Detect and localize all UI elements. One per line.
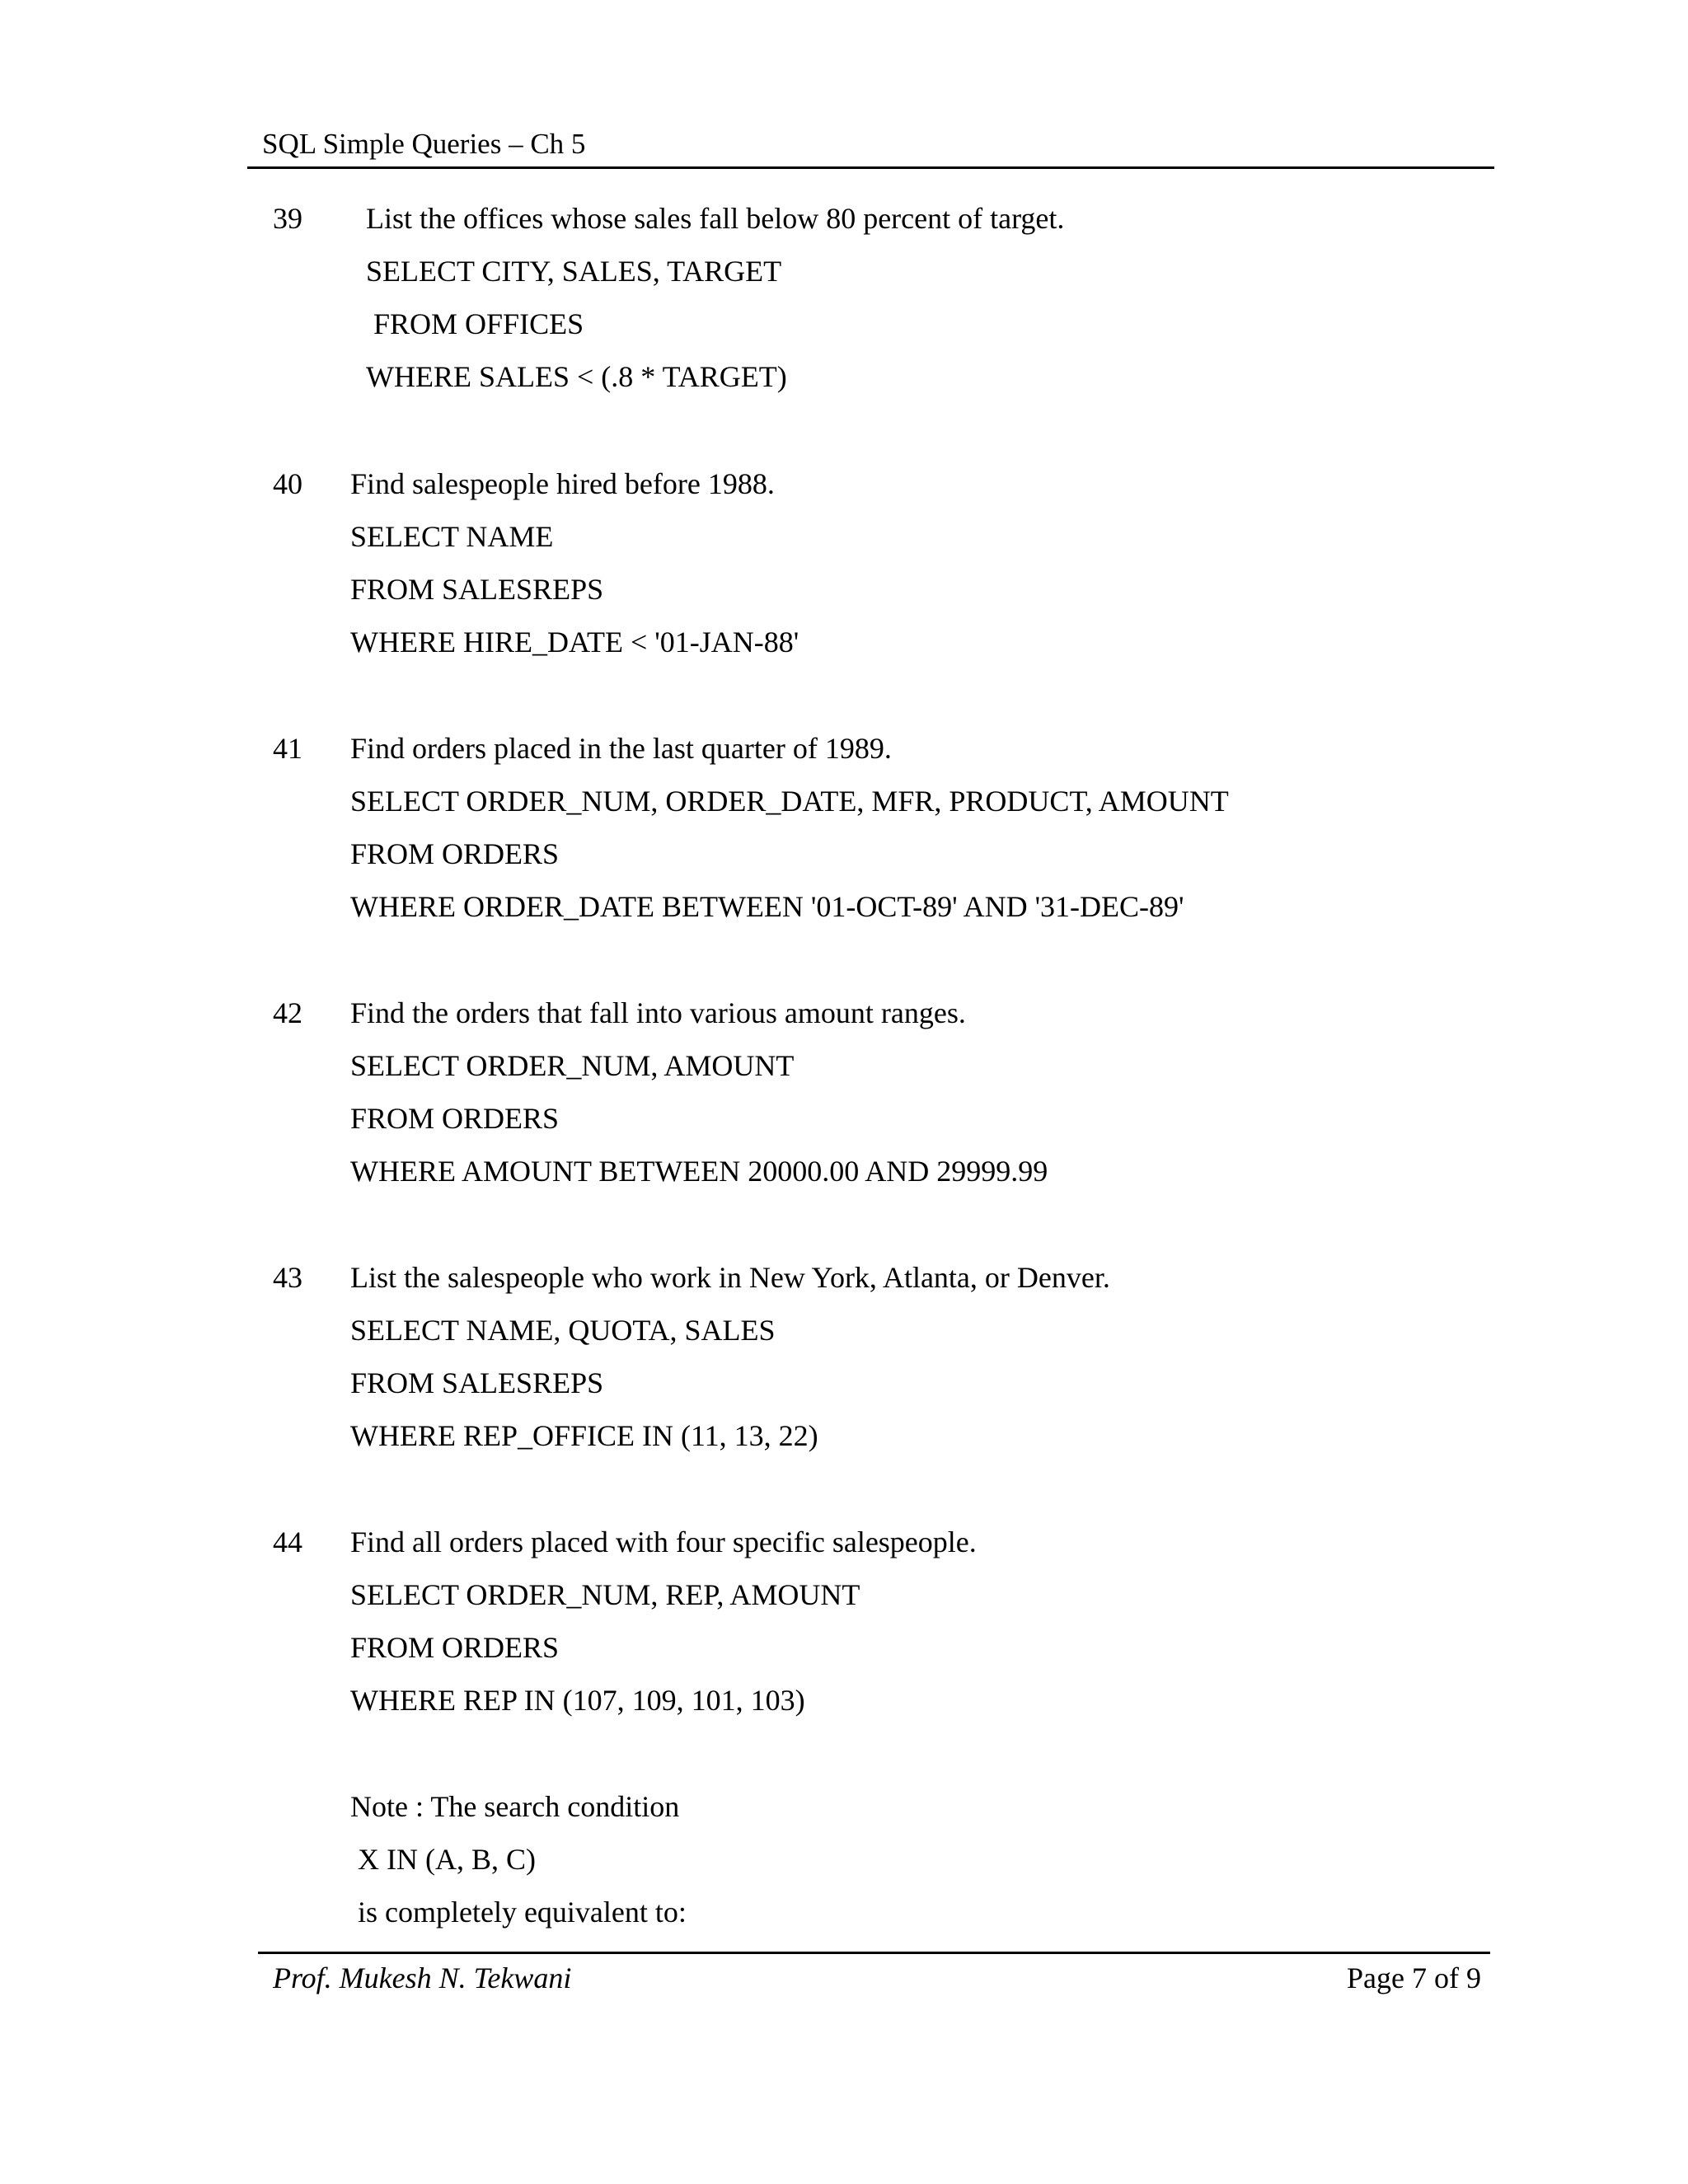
query-number: 43 [273,1261,302,1294]
sql-line: SELECT NAME, QUOTA, SALES [350,1314,776,1347]
sql-line: SELECT ORDER_NUM, AMOUNT [350,1049,795,1082]
page-number: Page 7 of 9 [1347,1961,1481,1994]
sql-line: FROM ORDERS [350,1102,560,1135]
note-line: X IN (A, B, C) [358,1843,536,1876]
query-number: 42 [273,996,302,1029]
note-line: Note : The search condition [350,1790,680,1823]
sql-line: WHERE REP_OFFICE IN (11, 13, 22) [350,1419,818,1452]
query-description: Find all orders placed with four specific salespeople. [350,1526,977,1558]
query-description: Find salespeople hired before 1988. [350,467,775,500]
sql-line: SELECT ORDER_NUM, ORDER_DATE, MFR, PRODUCT, AMOUNT [350,785,1229,818]
sql-line: FROM SALESREPS [350,573,604,606]
sql-line: WHERE ORDER_DATE BETWEEN '01-OCT-89' AND '31-DEC-89' [350,890,1184,923]
query-number: 39 [273,202,302,235]
note-line: is completely equivalent to: [358,1896,687,1929]
sql-line: SELECT ORDER_NUM, REP, AMOUNT [350,1578,860,1611]
query-number: 41 [273,732,302,765]
query-number: 44 [273,1526,302,1558]
sql-line: SELECT CITY, SALES, TARGET [366,255,782,288]
query-description: List the offices whose sales fall below 80 percent of target. [366,202,1065,235]
sql-line: WHERE SALES < (.8 * TARGET) [366,360,787,393]
sql-line: FROM ORDERS [350,1631,560,1664]
sql-line: WHERE REP IN (107, 109, 101, 103) [350,1684,805,1717]
sql-line: FROM SALESREPS [350,1366,604,1399]
page-footer [258,1952,1490,1995]
query-description: List the salespeople who work in New York, Atlanta, or Denver. [350,1261,1110,1294]
sql-line: WHERE AMOUNT BETWEEN 20000.00 AND 29999.99 [350,1155,1048,1188]
author-name: Prof. Mukesh N. Tekwani [273,1961,572,1994]
query-description: Find orders placed in the last quarter of 1989. [350,732,892,765]
sql-line: WHERE HIRE_DATE < '01-JAN-88' [350,626,799,658]
sql-line: SELECT NAME [350,520,554,553]
document-title: SQL Simple Queries – Ch 5 [262,128,586,160]
sql-line: FROM OFFICES [373,307,584,340]
page-header [247,125,1494,169]
query-description: Find the orders that fall into various amount ranges. [350,996,966,1029]
query-number: 40 [273,467,302,500]
sql-line: FROM ORDERS [350,837,560,870]
